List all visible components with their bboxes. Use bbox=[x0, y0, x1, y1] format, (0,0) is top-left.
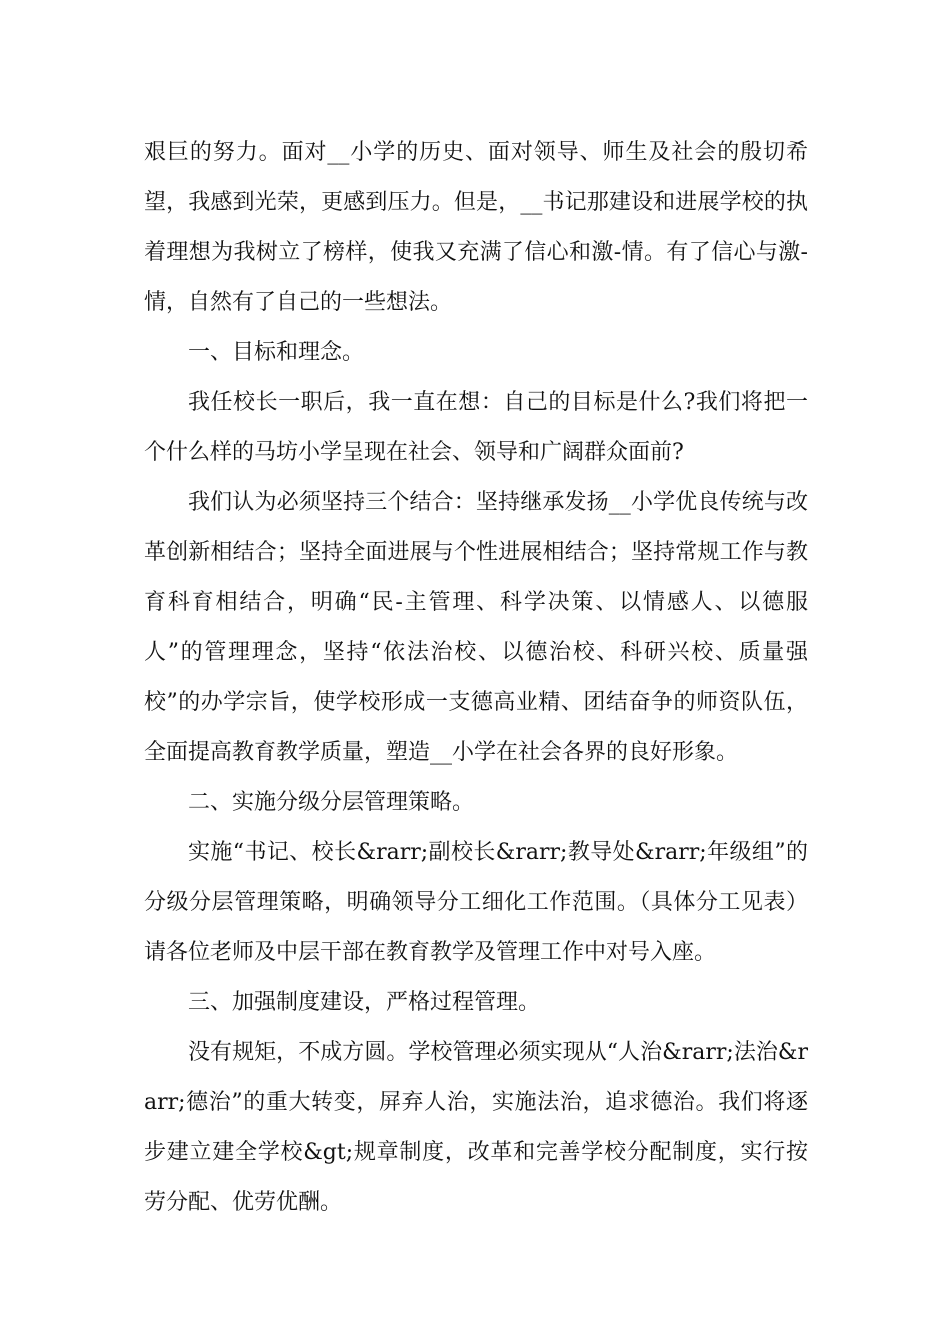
paragraph-5: 没有规矩，不成方圆。学校管理必须实现从“人治&rarr;法治&rarr;德治”的重大转变，屏弃人治，实施法治，追求德治。我们将逐步建立建全学校&gt;规章制度，改革和完善学校分配制度，实行按劳分配、优劳优酬。 bbox=[144, 1040, 808, 1215]
paragraph-4: 实施“书记、校长&rarr;副校长&rarr;教导处&rarr;年级组”的分级分层管理策略，明确领导分工细化工作范围。（具体分工见表）请各位老师及中层干部在教育教学及管理工作中对号入座。 bbox=[144, 840, 808, 965]
paragraph-1: 艰巨的努力。面对__小学的历史、面对领导、师生及社会的殷切希望，我感到光荣，更感到压力。但是，__书记那建设和进展学校的执着理想为我树立了榜样，使我又充满了信心和激-情。有了信心与激-情，自然有了自己的一些想法。 bbox=[144, 140, 808, 315]
section-heading-system: 三、加强制度建设，严格过程管理。 bbox=[188, 990, 541, 1015]
paragraph-2: 我任校长一职后，我一直在想：自己的目标是什么?我们将把一个什么样的马坊小学呈现在社会、领导和广阔群众面前? bbox=[144, 390, 808, 465]
paragraph-3: 我们认为必须坚持三个结合：坚持继承发扬__小学优良传统与改革创新相结合；坚持全面进展与个性进展相结合；坚持常规工作与教育科育相结合，明确“民-主管理、科学决策、以情感人、以德服人”的管理理念，坚持“依法治校、以德治校、科研兴校、质量强校”的办学宗旨，使学校形成一支德高业精、团结奋争的师资队伍，全面提高教育教学质量，塑造__小学在社会各界的良好形象。 bbox=[144, 490, 808, 765]
section-heading-management: 二、实施分级分层管理策略。 bbox=[188, 790, 475, 815]
document-body bbox=[144, 128, 808, 1228]
section-heading-goals: 一、目标和理念。 bbox=[188, 340, 365, 365]
